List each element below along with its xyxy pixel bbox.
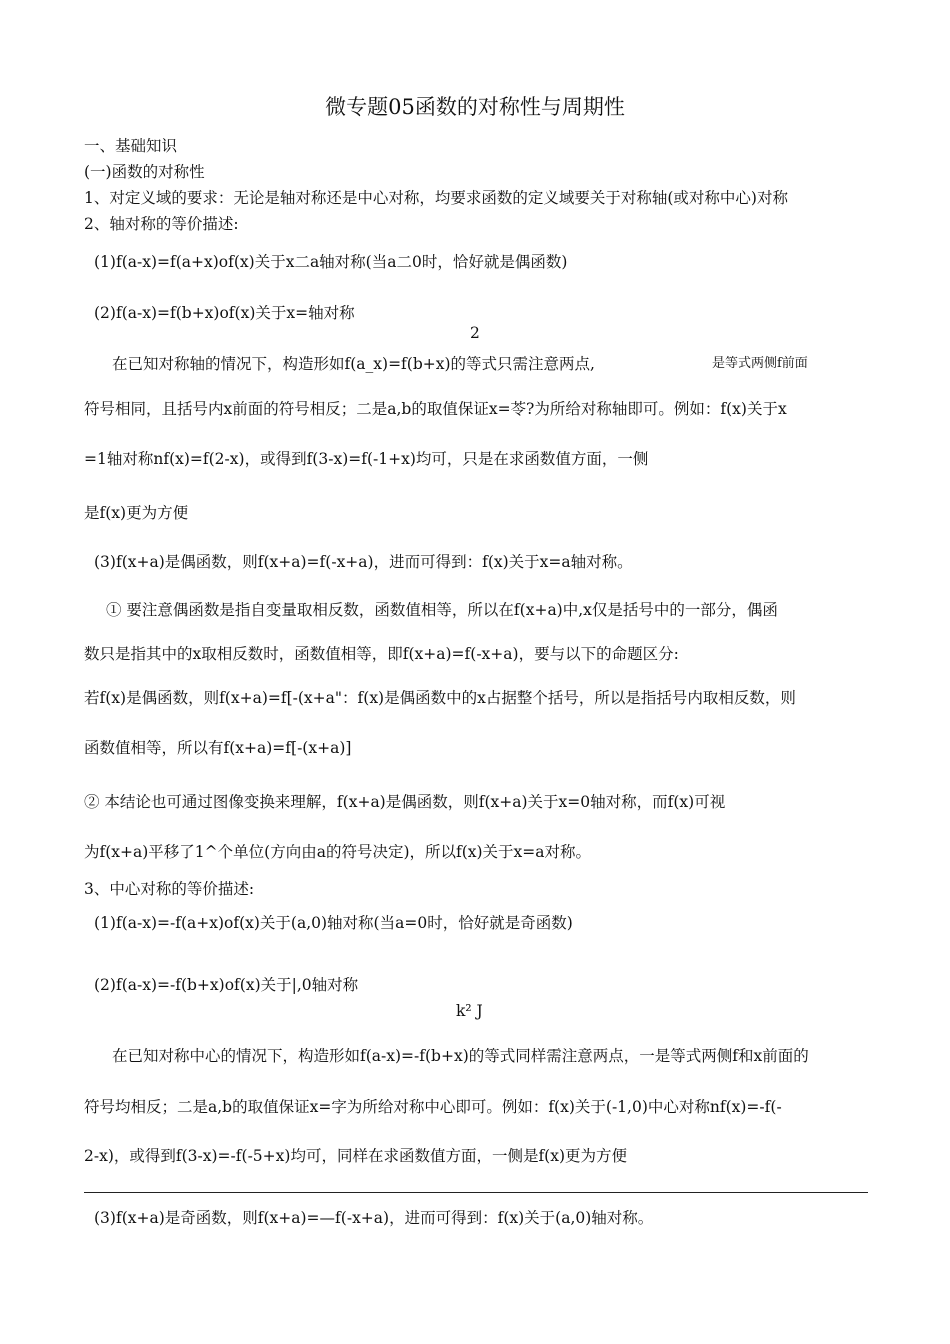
formula-line: (3)f(x+a)是奇函数，则f(x+a)=—f(-x+a)，进而可得到：f(x)关于(a,0)轴对称。: [94, 1209, 654, 1227]
paragraph-line: 数只是指其中的x取相反数时，函数值相等，即f(x+a)=f(-x+a)，要与以下的命题区分:: [84, 645, 679, 663]
paragraph-line: 1、对定义域的要求：无论是轴对称还是中心对称，均要求函数的定义域要关于对称轴(或对称中心)对称: [84, 189, 788, 207]
paragraph-line: 若f(x)是偶函数，则f(x+a)=f[-(x+a"：f(x)是偶函数中的x占据整个括号，所以是指括号内取相反数，则: [84, 689, 796, 707]
page-title: 微专题05函数的对称性与周期性: [325, 95, 625, 119]
formula-line: (1)f(a-x)=-f(a+x)of(x)关于(a,0)轴对称(当a=0时，恰好就是奇函数): [94, 914, 573, 932]
formula-line: (1)f(a-x)=f(a+x)of(x)关于x二a轴对称(当a二0时，恰好就是偶函数): [94, 253, 568, 271]
paragraph-line: 在已知对称中心的情况下，构造形如f(a-x)=-f(b+x)的等式同样需注意两点，一是等式两侧f和x前面的: [112, 1047, 809, 1065]
formula-line: (2)f(a-x)=-f(b+x)of(x)关于|,0轴对称: [94, 976, 359, 994]
horizontal-rule: [84, 1192, 868, 1193]
paragraph-line: 为f(x+a)平移了1^个单位(方向由a的符号决定)，所以f(x)关于x=a对称。: [84, 843, 592, 861]
paragraph-line: ① 要注意偶函数是指自变量取相反数，函数值相等，所以在f(x+a)中,x仅是括号中的一部分，偶函: [106, 601, 778, 619]
subsection-heading: (一)函数的对称性: [84, 163, 205, 181]
paragraph-line: 2-x)，或得到f(3-x)=-f(-5+x)均可，同样在求函数值方面，一侧是f(x)更为方便: [84, 1147, 628, 1165]
paragraph-line: =1轴对称nf(x)=f(2-x)，或得到f(3-x)=f(-1+x)均可，只是在求函数值方面，一侧: [84, 450, 649, 468]
formula-line: (2)f(a-x)=f(b+x)of(x)关于x=轴对称: [94, 304, 355, 322]
paragraph-line: 函数值相等，所以有f(x+a)=f[-(x+a)]: [84, 739, 352, 757]
paragraph-line: 是f(x)更为方便: [84, 504, 189, 522]
formula-line: (3)f(x+a)是偶函数，则f(x+a)=f(-x+a)，进而可得到：f(x)关于x=a轴对称。: [94, 553, 633, 571]
fraction-denominator: 2: [470, 324, 480, 342]
section-heading: 一、基础知识: [84, 137, 178, 155]
fraction-fragment: k² J: [456, 1002, 483, 1020]
paragraph-line: 在已知对称轴的情况下，构造形如f(a_x)=f(b+x)的等式只需注意两点,: [112, 355, 595, 373]
paragraph-line: ② 本结论也可通过图像变换来理解，f(x+a)是偶函数，则f(x+a)关于x=0轴对称，而f(x)可视: [84, 793, 726, 811]
section-heading: 3、中心对称的等价描述:: [84, 880, 255, 898]
overflow-fragment: 是等式两侧f前面: [712, 356, 808, 371]
paragraph-line: 符号均相反；二是a,b的取值保证x=字为所给对称中心即可。例如：f(x)关于(-1,0)中心对称nf(x)=-f(-: [84, 1098, 782, 1116]
paragraph-line: 2、轴对称的等价描述:: [84, 215, 239, 233]
paragraph-line: 符号相同，且括号内x前面的符号相反；二是a,b的取值保证x=苓?为所给对称轴即可。例如：f(x)关于x: [84, 400, 787, 418]
